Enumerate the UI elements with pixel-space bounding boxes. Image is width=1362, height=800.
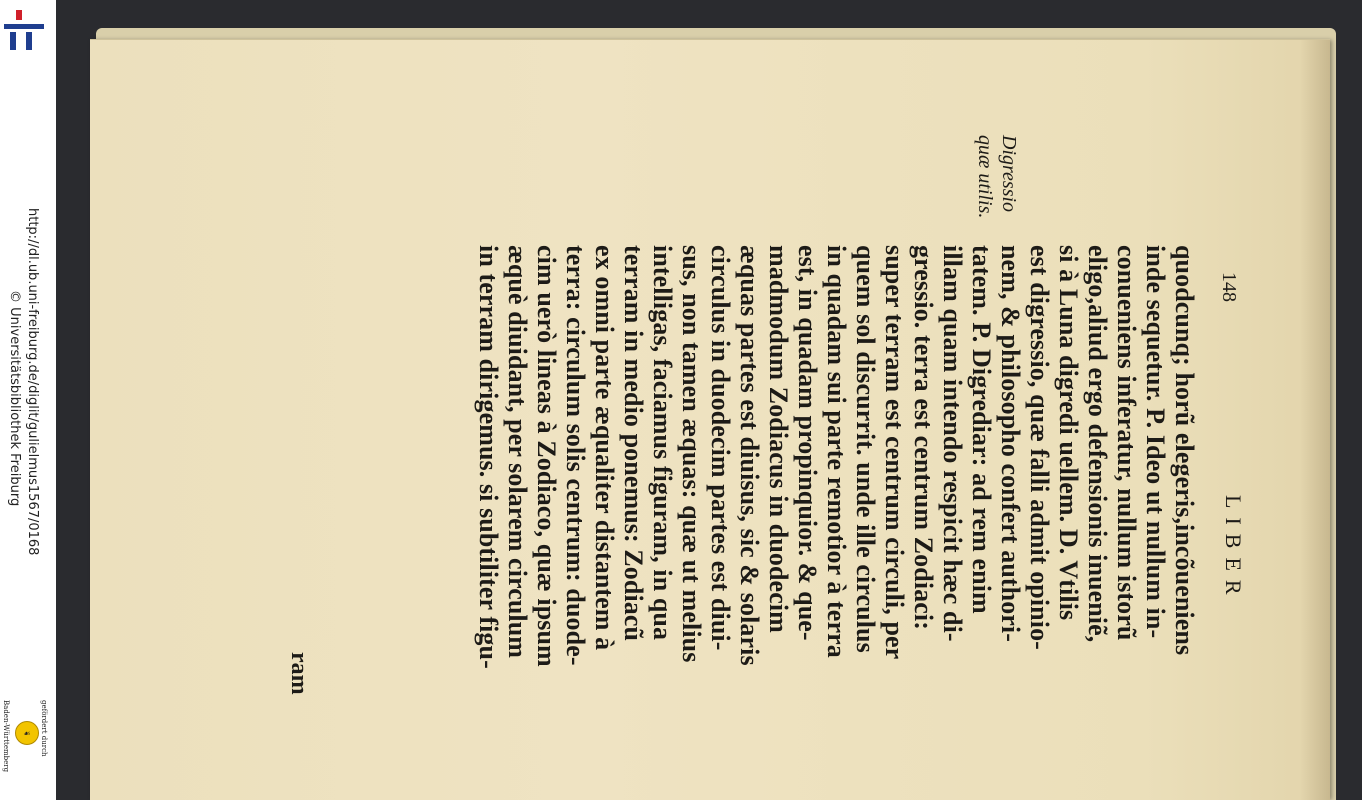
document-url[interactable]: http://dl.ub.uni-freiburg.de/diglit/gulielmus1567/0168 <box>25 208 40 556</box>
margin-note-line: Digressio <box>998 135 1020 213</box>
text-line: intelligas, faciamus figuram, in qua <box>648 245 677 641</box>
text-line: madmodum Zodiacus in duodecim <box>764 245 793 633</box>
running-header: LIBER <box>1221 495 1246 604</box>
text-line: terram in medio ponemus: Zodiacũ <box>619 245 648 642</box>
text-line: ex omni parte æqualiter distantem à <box>590 245 619 651</box>
text-line: terra: circulum solis centrum: duode- <box>561 245 590 666</box>
text-line: super terram est centrum circuli, per <box>880 245 909 660</box>
catchword: ram <box>286 652 312 695</box>
text-line: gressio. terra est centrum Zodiaci: <box>909 245 938 630</box>
text-line: est digressio, quæ falli admit opinio- <box>1025 245 1054 650</box>
text-line: cim uerò lineas à Zodiaco, quæ ipsum <box>532 245 561 667</box>
viewer-sidebar <box>0 0 56 800</box>
text-line: quodcunq; horũ elegeris,incõueniens <box>1170 245 1199 656</box>
text-line: quem sol discurrit. unde ille circulus <box>851 245 880 653</box>
page-number: 148 <box>1218 272 1240 302</box>
text-line: æquas partes est diuisus, sic & solaris <box>735 245 764 666</box>
ub-freiburg-logo-icon <box>4 10 48 52</box>
text-line: eligo,aliud ergo defensionis inueniẽ, <box>1083 245 1112 643</box>
text-line: in terram dirigemus. si subtiliter figu- <box>474 245 503 669</box>
text-line: circulus in duodecim partes est diui- <box>706 245 735 651</box>
text-line: illam quam intendo respicit hæc di- <box>938 245 967 642</box>
margin-note-line: quæ utilis. <box>974 135 996 219</box>
text-line: si à Luna digredi uellem. D. Vtilis <box>1054 245 1083 621</box>
text-line: æquè diuidant, per solarem circulum <box>503 245 532 659</box>
baden-wuerttemberg-crest-icon: ☙ <box>15 721 39 745</box>
sponsor-label: gefördert durch <box>40 700 48 757</box>
text-line: nem, & philosopho confert authori- <box>996 245 1025 643</box>
text-line: in quadam sui parte remotior à terra <box>822 245 851 658</box>
copyright-notice: © Universitätsbibliothek Freiburg <box>7 290 22 507</box>
text-line: inde sequetur. P. Ideo ut nullum in- <box>1141 245 1170 639</box>
text-line: tatem. P. Digrediar: ad rem enim <box>967 245 996 614</box>
text-line: conueniens inferatur, nullum istorũ <box>1112 245 1141 641</box>
book-page <box>90 40 1330 800</box>
text-line: est, in quadam propinquior. & que- <box>793 245 822 641</box>
text-line: sus, non tamen æquas: quæ ut melius <box>677 245 706 663</box>
sponsor-name: Baden-Württemberg <box>2 700 10 773</box>
